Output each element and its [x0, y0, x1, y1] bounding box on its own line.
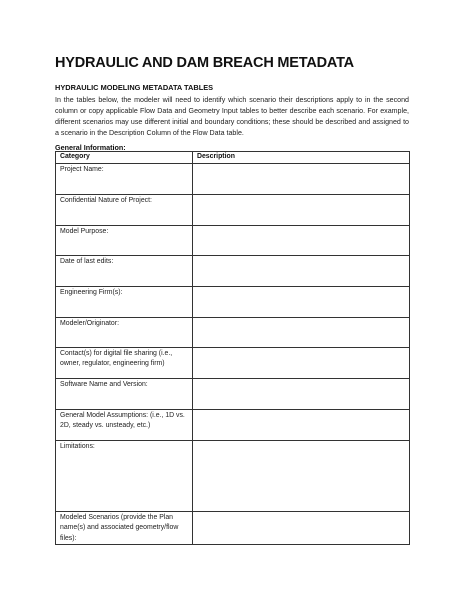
general-information-table — [55, 151, 410, 545]
table-row — [56, 194, 410, 225]
table-row — [56, 347, 410, 378]
category-cell: Modeled Scenarios (provide the Plan name(s) and associated geometry/flow files): — [56, 511, 193, 545]
category-cell: Project Name: — [56, 163, 193, 194]
description-cell[interactable] — [193, 378, 410, 409]
category-cell: Modeler/Originator: — [56, 317, 193, 347]
category-cell: Contact(s) for digital file sharing (i.e., owner, regulator, engineering firm) — [56, 347, 193, 378]
table-row — [56, 163, 410, 194]
table-row — [56, 225, 410, 255]
category-column-header: Category — [56, 152, 193, 164]
table-row — [56, 255, 410, 286]
section-heading: HYDRAULIC MODELING METADATA TABLES — [55, 83, 214, 92]
category-cell: General Model Assumptions: (i.e., 1D vs. 2D, steady vs. unsteady, etc.) — [56, 409, 193, 440]
description-cell[interactable] — [193, 347, 410, 378]
description-cell[interactable] — [193, 409, 410, 440]
table-row — [56, 440, 410, 511]
intro-paragraph: In the tables below, the modeler will need to identify which scenario their descriptions apply to in the second column or copy applicable Flow Data and Geometry Input tables to better describe each scenario. For example, different scenarios may use different initial and boundary conditions; these should be described and assigned to a scenario in the Description Column of the Flow Data table. — [55, 96, 409, 137]
category-cell: Engineering Firm(s): — [56, 286, 193, 317]
category-cell: Model Purpose: — [56, 225, 193, 255]
document-title: HYDRAULIC AND DAM BREACH METADATA — [55, 55, 354, 71]
description-cell[interactable] — [193, 286, 410, 317]
category-cell: Software Name and Version: — [56, 378, 193, 409]
description-cell[interactable] — [193, 511, 410, 545]
description-column-header: Description — [193, 152, 410, 164]
table-row — [56, 511, 410, 545]
table-row — [56, 286, 410, 317]
table-row — [56, 317, 410, 347]
description-cell[interactable] — [193, 163, 410, 194]
description-cell[interactable] — [193, 440, 410, 511]
description-cell[interactable] — [193, 225, 410, 255]
table-header-row — [56, 152, 410, 164]
table-row — [56, 378, 410, 409]
category-cell: Date of last edits: — [56, 255, 193, 286]
description-cell[interactable] — [193, 194, 410, 225]
description-cell[interactable] — [193, 317, 410, 347]
table-caption: General Information: — [55, 143, 126, 152]
description-cell[interactable] — [193, 255, 410, 286]
table-row — [56, 409, 410, 440]
category-cell: Confidential Nature of Project: — [56, 194, 193, 225]
category-cell: Limitations: — [56, 440, 193, 511]
